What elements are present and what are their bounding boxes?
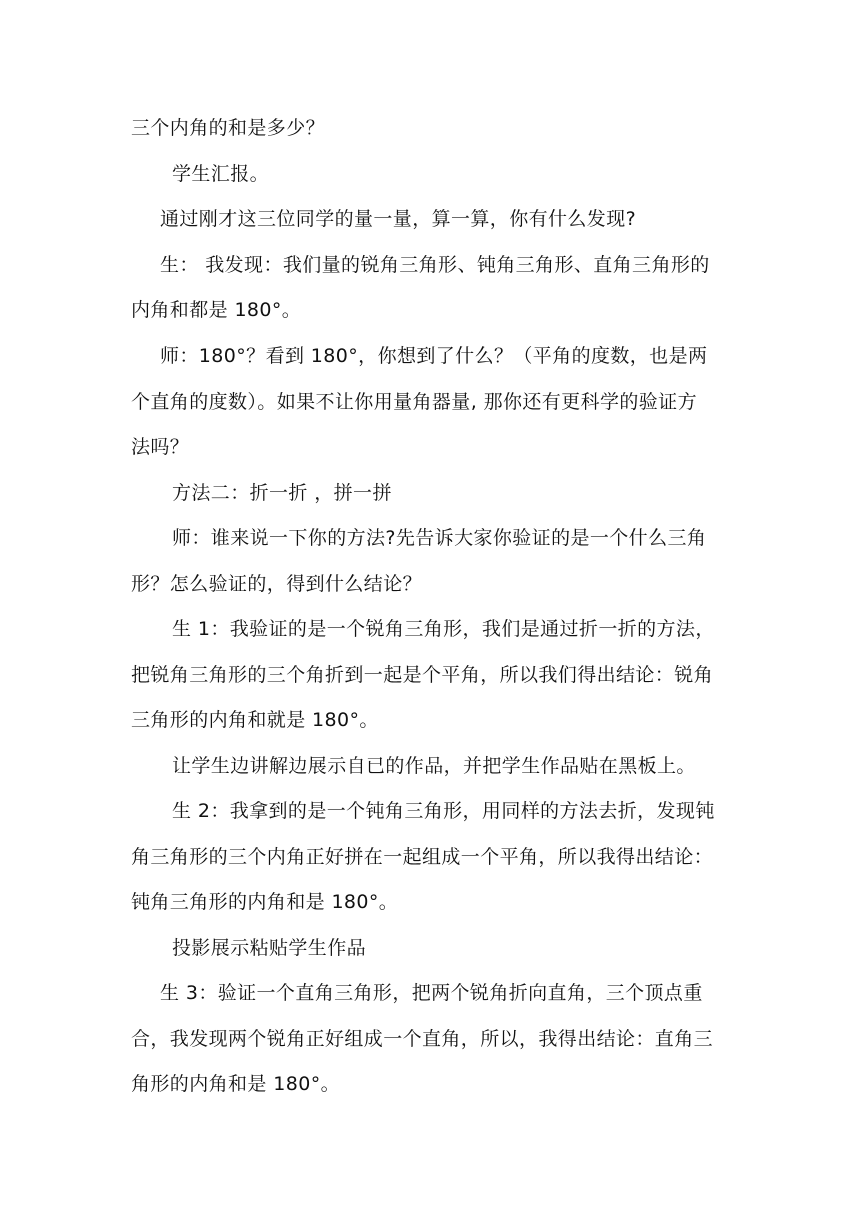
text-line: 内角和都是 180°。 (131, 299, 302, 321)
text-line: 三角形的内角和就是 180°。 (131, 709, 379, 731)
text-line: 个直角的度数）。如果不让你用量角器量, 那你还有更科学的验证方 (131, 391, 697, 413)
text-line: 钝角三角形的内角和是 180°。 (131, 891, 399, 913)
text-line: 合，我发现两个锐角正好组成一个直角，所以，我得出结论：直角三 (131, 1028, 714, 1050)
text-line: 角三角形的三个内角正好拼在一起组成一个平角，所以我得出结论： (131, 846, 714, 868)
text-line: 三个内角的和是多少？ (131, 117, 326, 139)
text-line: 生 3：验证一个直角三角形，把两个锐角折向直角，三个顶点重 (160, 982, 703, 1004)
text-line: 学生汇报。 (172, 163, 270, 185)
text-line: 师：谁来说一下你的方法?先告诉大家你验证的是一个什么三角 (172, 527, 707, 549)
text-line: 通过刚才这三位同学的量一量，算一算，你有什么发现? (160, 208, 637, 230)
text-line: 师：180°？看到 180°，你想到了什么？（平角的度数，也是两 (160, 345, 708, 367)
text-line: 形？怎么验证的，得到什么结论？ (131, 573, 423, 595)
text-line: 方法二：折一折 ，拼一拼 (172, 482, 392, 504)
text-line: 生 1：我验证的是一个锐角三角形，我们是通过折一折的方法， (172, 618, 715, 640)
text-line: 让学生边讲解边展示自已的作品，并把学生作品贴在黑板上。 (172, 755, 696, 777)
text-line: 法吗？ (131, 436, 190, 458)
text-line: 投影展示粘贴学生作品 (172, 937, 367, 959)
text-line: 生 2：我拿到的是一个钝角三角形，用同样的方法去折，发现钝 (172, 800, 715, 822)
text-line: 生： 我发现：我们量的锐角三角形、钝角三角形、直角三角形的 (160, 254, 710, 276)
text-line: 把锐角三角形的三个角折到一起是个平角，所以我们得出结论：锐角 (131, 664, 714, 686)
text-line: 角形的内角和是 180°。 (131, 1073, 341, 1095)
